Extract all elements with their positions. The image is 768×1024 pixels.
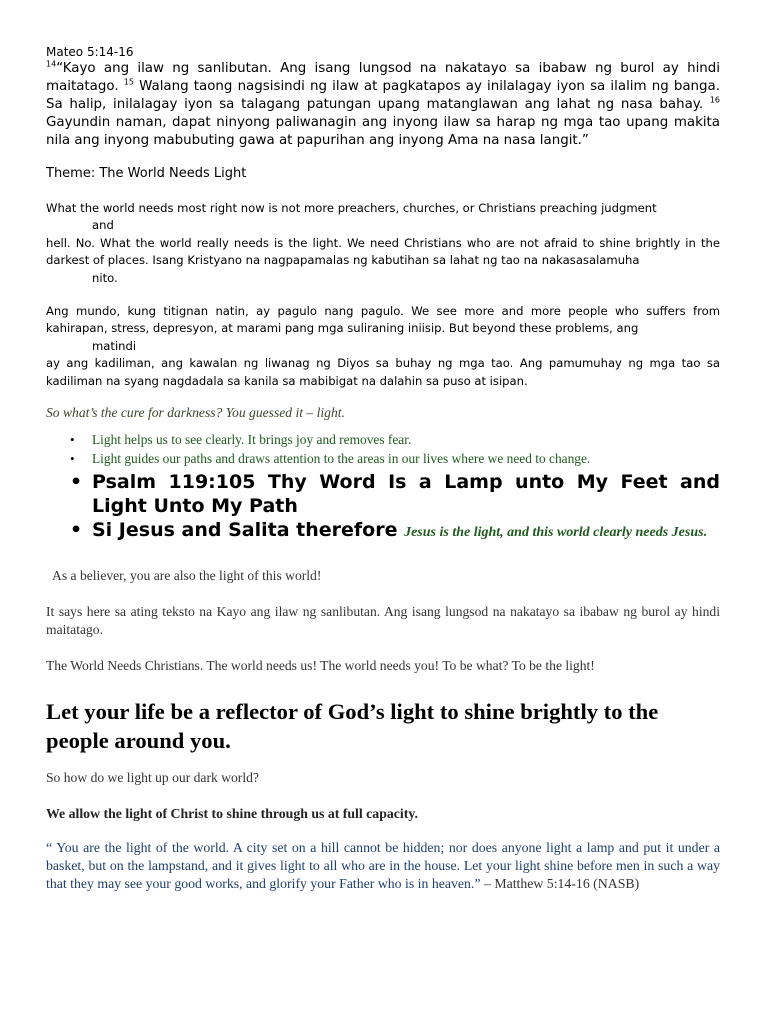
bullet-jesus-main: Si Jesus and Salita therefore: [92, 519, 405, 542]
paragraph-ang-mundo: [46, 303, 720, 390]
text-says-paragraph: It says here sa ating teksto na Kayo ang ilaw ng sanlibutan. Ang isang lungsod na nakatayo sa ibabaw ng burol ay hindi maitatago.: [46, 604, 720, 638]
verse-number-16: 16: [709, 95, 720, 105]
world-needs-paragraph: The World Needs Christians. The world needs us! The world needs you! To be what? To be the light!: [46, 658, 595, 674]
paragraph-world-needs: [46, 200, 720, 287]
verse-number-14: 14: [46, 59, 57, 69]
bullet-item-psalm: • Psalm 119:105 Thy Word Is a Lamp unto My Feet and Light Unto My Path: [92, 470, 720, 518]
bullet-item: • Light helps us to see clearly. It brings joy and removes fear.: [92, 430, 720, 449]
quote-citation: – Matthew 5:14-16 (NASB): [480, 876, 640, 892]
paragraph-2-line-1b: matindi: [92, 338, 137, 353]
paragraph-1-line-2: hell. No. What the world really needs is the light. We need Christians who are not afraid to shine brightly in the darkest of places. Isang Kristyano na nagpapamalas ng kabutihan sa lahat ng tao na nakasasalamuha: [46, 235, 720, 268]
paragraph-2-line-2: ay ang kadiliman, ang kawalan ng liwanag ng Diyos sa buhay ng mga tao. Ang pamumuhay ng mga tao sa kadiliman na syang nagdadala sa kanila sa mabibigat na dalahin sa puso at isipan.: [46, 356, 720, 388]
verse-number-15: 15: [123, 77, 134, 87]
paragraph-2-line-1: Ang mundo, kung titignan natin, ay pagulo nang pagulo. We see more and more people who suffers from kahirapan, stress, depresyon, at marami pang mga suliraning iniisip. But beyond these problems, ang: [46, 304, 720, 336]
bullet-item: • Light guides our paths and draws attention to the areas in our lives where we need to change.: [92, 449, 720, 468]
verse-15-text: Walang taong nagsisindi ng ilaw at pagkatapos ay inilalagay iyon sa ilalim ng banga. Sa halip, inilalagay iyon sa talagang patungan upang matanglawan ang lahat ng nasa bahay.: [46, 79, 721, 112]
bullet-list: [46, 430, 720, 545]
scripture-reference: Mateo 5:14-16: [46, 45, 134, 59]
verse-16-text: Gayundin naman, dapat ninyong paliwanagin ang inyong ilaw sa harap ng mga tao upang makita nila ang inyong mabubuting gawa at papurihan ang inyong Ama na nasa langit.”: [46, 115, 720, 148]
scripture-quote: [46, 839, 720, 893]
paragraph-1-line-1b: and: [92, 218, 114, 233]
bullet-item-jesus: [92, 518, 720, 545]
quote-text: “ You are the light of the world. A city set on a hill cannot be hidden; nor does anyone light a lamp and put it under a basket, but on the lampstand, and it gives light to all who are in the house. Let your light shine before men in such a way that they may see your good works, and glorify your Father who is in heaven.”: [46, 840, 720, 892]
scripture-verse: [46, 60, 720, 150]
paragraph-1-line-1: What the world needs most right now is not more preachers, churches, or Christians preaching judgment: [46, 201, 657, 215]
bullet-jesus-italic: Jesus is the light, and this world clearly needs Jesus.: [404, 525, 708, 541]
allow-statement: We allow the light of Christ to shine through us at full capacity.: [46, 806, 418, 822]
verse-14-text: “Kayo ang ilaw ng sanlibutan. Ang isang lungsod na nakatayo sa ibabaw ng burol ay hindi maitatago.: [46, 61, 720, 94]
cure-question: So what’s the cure for darkness? You guessed it – light.: [46, 405, 345, 421]
how-question: So how do we light up our dark world?: [46, 770, 259, 786]
believer-line: As a believer, you are also the light of this world!: [52, 568, 322, 584]
paragraph-1-line-2b: nito.: [92, 270, 118, 285]
document-page: [46, 44, 720, 893]
headline: Let your life be a reflector of God’s light to shine brightly to the people around you.: [46, 699, 659, 754]
theme-heading: Theme: The World Needs Light: [46, 166, 247, 181]
